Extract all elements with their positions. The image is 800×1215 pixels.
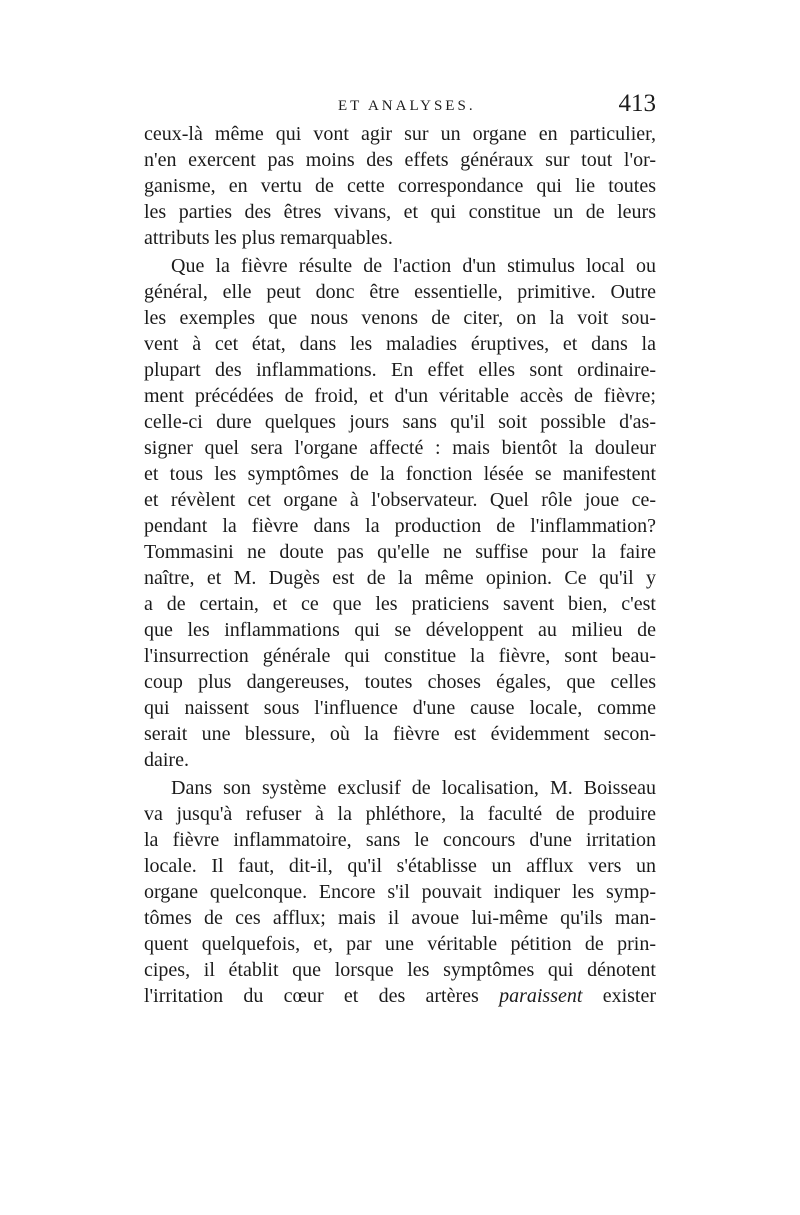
text-line: général, elle peut donc être essentielle, primitive. Outre (144, 281, 656, 303)
text-line: que les inflammations qui se développent au milieu de (144, 619, 656, 641)
text-line: ment précédées de froid, et d'un véritable accès de fièvre; (144, 385, 656, 407)
paragraph (144, 775, 656, 1009)
text-line: ganisme, en vertu de cette correspondance qui lie toutes (144, 175, 656, 197)
text-line: Que la fièvre résulte de l'action d'un stimulus local ou (171, 255, 656, 277)
text-line: qui naissent sous l'influence d'une cause locale, comme (144, 697, 656, 719)
text-line: Tommasini ne doute pas qu'elle ne suffise pour la faire (144, 541, 656, 563)
text-line: n'en exercent pas moins des effets généraux sur tout l'or- (144, 149, 656, 171)
text-line: serait une blessure, où la fièvre est évidemment secon- (144, 723, 656, 745)
text-line-final (144, 983, 656, 1009)
text-line: les parties des êtres vivans, et qui constitue un de leurs (144, 201, 656, 223)
text-line: naître, et M. Dugès est de la même opinion. Ce qu'il y (144, 567, 656, 589)
text-line: et tous les symptômes de la fonction lésée se manifestent (144, 463, 656, 485)
text-line: Dans son système exclusif de localisation, M. Boisseau (171, 777, 656, 799)
paragraph (144, 253, 656, 773)
paragraph (144, 121, 656, 251)
running-head (144, 90, 656, 120)
text-line: cipes, il établit que lorsque les symptômes qui dénotent (144, 959, 656, 981)
text-line: tômes de ces afflux; mais il avoue lui-même qu'ils man- (144, 907, 656, 929)
text-line: celle-ci dure quelques jours sans qu'il soit possible d'as- (144, 411, 656, 433)
text-line: l'insurrection générale qui constitue la fièvre, sont beau- (144, 645, 656, 667)
text-line: a de certain, et ce que les praticiens savent bien, c'est (144, 593, 656, 615)
text-line: les exemples que nous venons de citer, on la voit sou- (144, 307, 656, 329)
text-line: quent quelquefois, et, par une véritable pétition de prin- (144, 933, 656, 955)
text-line: coup plus dangereuses, toutes choses égales, que celles (144, 671, 656, 693)
text-line: va jusqu'à refuser à la phléthore, la faculté de produire (144, 803, 656, 825)
running-title: ET ANALYSES. (338, 98, 476, 114)
text-line: plupart des inflammations. En effet elles sont ordinaire- (144, 359, 656, 381)
text-line: et révèlent cet organe à l'observateur. Quel rôle joue ce- (144, 489, 656, 511)
page-number: 413 (618, 90, 656, 117)
text-line: la fièvre inflammatoire, sans le concours d'une irritation (144, 829, 656, 851)
text-line: ceux-là même qui vont agir sur un organe en particulier, (144, 123, 656, 145)
italic-emphasis: paraissent (499, 985, 583, 1007)
text-line: locale. Il faut, dit-il, qu'il s'établisse un afflux vers un (144, 855, 656, 877)
text-line: signer quel sera l'organe affecté : mais bientôt la douleur (144, 437, 656, 459)
text-line: attributs les plus remarquables. (144, 227, 393, 249)
text-line: pendant la fièvre dans la production de l'inflammation? (144, 515, 656, 537)
text-line: vent à cet état, dans les maladies éruptives, et dans la (144, 333, 656, 355)
body-text (144, 121, 656, 1009)
text-line: daire. (144, 749, 189, 771)
text-line: organe quelconque. Encore s'il pouvait indiquer les symp- (144, 881, 656, 903)
text-span: l'irritation du cœur et des artères (144, 985, 479, 1007)
text-span: exister (602, 985, 656, 1007)
